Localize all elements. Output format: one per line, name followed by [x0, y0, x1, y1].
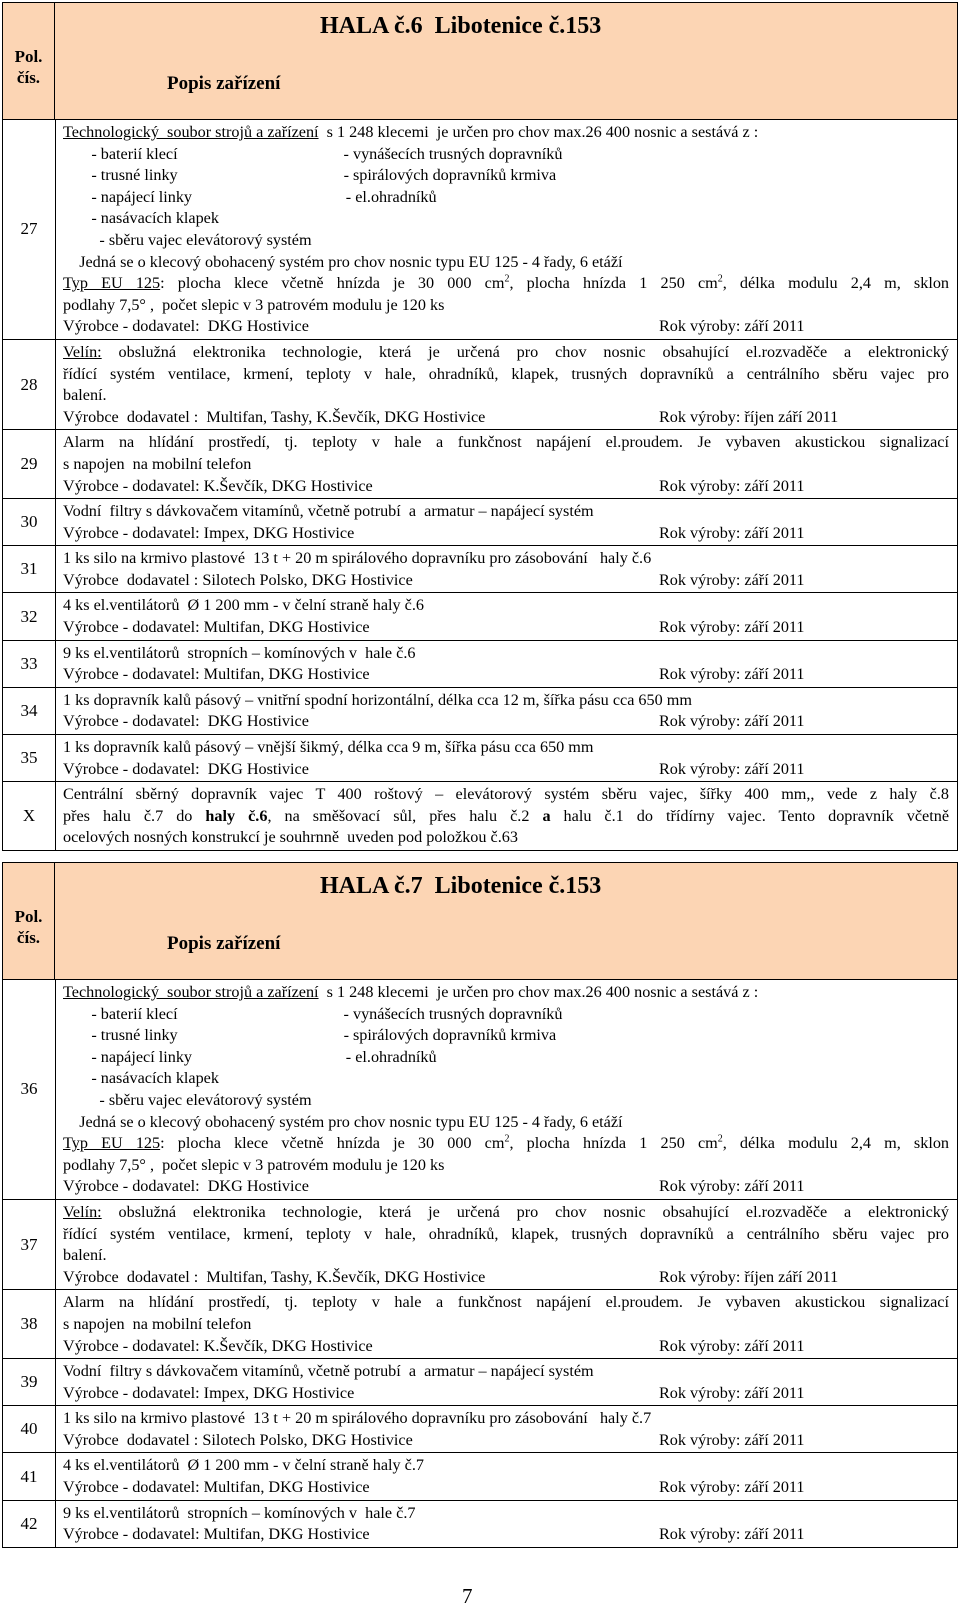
- table-row: [3, 735, 957, 782]
- row-number: 32: [3, 593, 56, 639]
- row-number: 39: [3, 1359, 56, 1405]
- row-number: 31: [3, 546, 56, 592]
- table-row: [3, 1200, 957, 1290]
- table-row: [3, 980, 957, 1200]
- row-number: 41: [3, 1453, 56, 1499]
- row-number: 40: [3, 1406, 56, 1452]
- col-popis-header: Popis zařízení: [167, 73, 281, 94]
- row-number: 38: [3, 1290, 56, 1358]
- row-number: 35: [3, 735, 56, 781]
- row-description: Centrální sběrný dopravník vajec T 400 roštový – elevátorový systém sběru vajec, šířky 400 mm,, vede z haly č.8 přes halu č.7 do haly č.6, na směšovací sůl, přes halu č.2 a halu č.1 do třídírny vajec. Tento dopravník včetně ocelových nosných konstrukcí je souhrnně uveden pod položkou č.63: [63, 785, 949, 847]
- row-description: Alarm na hlídání prostředí, tj. teploty v hale a funkčnost napájení el.proudem. Je vybaven akustickou signalizací s napojen na mobilní telefon Výrobce - dodavatel: K.Ševčík, DKG Hostivice Rok výroby: září 2011: [63, 1293, 949, 1355]
- row-number: 34: [3, 688, 56, 734]
- row-number: 28: [3, 340, 56, 429]
- table-row: [3, 1359, 957, 1406]
- hala6-table: [2, 2, 958, 851]
- col-popis-header: Popis zařízení: [167, 933, 281, 954]
- row-number: 29: [3, 430, 56, 498]
- row-description: 4 ks el.ventilátorů Ø 1 200 mm - v čelní straně haly č.6 Výrobce - dodavatel: Multifan, DKG Hostivice Rok výroby: září 2011: [63, 596, 805, 637]
- row-number: 37: [3, 1200, 56, 1289]
- table-row: [3, 499, 957, 546]
- row-description: 9 ks el.ventilátorů stropních – komínových v hale č.7 Výrobce - dodavatel: Multifan, DKG Hostivice Rok výroby: září 2011: [63, 1503, 805, 1544]
- table-row: [3, 1501, 957, 1547]
- row-description: Velín: obslužná elektronika technologie, která je určená pro chov nosnic obsahující el.rozvaděče a elektronický řídící systém ventilace, krmení, teploty v hale, ohradníků, klapek, trusných dopravníků a centrálního sběru vajec pro balení. Výrobce dodavatel : Multifan, Tashy, K.Ševčík, DKG Hostivice Rok výroby: říjen září 2011: [63, 342, 949, 426]
- table-row: [3, 1406, 957, 1453]
- row-number: 30: [3, 499, 56, 545]
- row-description: Technologický soubor strojů a zařízení s 1 248 klecemi je určen pro chov max.26 400 nosnic a sestává z : - baterií klecí - vynášecích trusných dopravníků - trusné linky - spirálových dopravníků krmiva - napájecí linky - el.ohradníků - nasávacích klapek - sběru vajec elevátorový systém Jedná se o klecový obohacený systém pro chov nosnic typu EU 125 - 4 řady, 6 etáží Typ EU 125: plocha klece včetně hnízda je 30 000 $cm^2$, plocha hnízda 1 250 $cm^2$, délka modulu 2,4 m, sklon podlahy 7,5° , počet slepic v 3 patrovém modulu je 120 ks Výrobce - dodavatel: DKG Hostivice Rok výroby: září 2011: [63, 123, 949, 336]
- table-header: [3, 863, 957, 980]
- hala6-title: HALA č.6 Libotenice č.153: [320, 13, 602, 39]
- table-row: [3, 641, 957, 688]
- table-row: [3, 120, 957, 340]
- row-description: Technologický soubor strojů a zařízení s 1 248 klecemi je určen pro chov max.26 400 nosnic a sestává z : - baterií klecí - vynášecích trusných dopravníků - trusné linky - spirálových dopravníků krmiva - napájecí linky - el.ohradníků - nasávacích klapek - sběru vajec elevátorový systém Jedná se o klecový obohacený systém pro chov nosnic typu EU 125 - 4 řady, 6 etáží Typ EU 125: plocha klece včetně hnízda je 30 000 $cm^2$, plocha hnízda 1 250 $cm^2$, délka modulu 2,4 m, sklon podlahy 7,5° , počet slepic v 3 patrovém modulu je 120 ks Výrobce - dodavatel: DKG Hostivice Rok výroby: září 2011: [63, 983, 949, 1196]
- row-number: 27: [3, 120, 56, 339]
- row-number: 36: [3, 980, 56, 1199]
- row-description: 1 ks dopravník kalů pásový – vnější šikmý, délka cca 9 m, šířka pásu cca 650 mm Výrobce - dodavatel: DKG Hostivice Rok výroby: září 2011: [63, 738, 805, 778]
- table-row: [3, 1290, 957, 1359]
- row-number: 33: [3, 641, 56, 687]
- page-number: 7: [462, 1584, 473, 1608]
- table-row: [3, 1453, 957, 1500]
- row-description: Vodní filtry s dávkovačem vitamínů, včetně potrubí a armatur – napájecí systém Výrobce - dodavatel: Impex, DKG Hostivice Rok výroby: září 2011: [63, 1362, 805, 1402]
- row-description: 4 ks el.ventilátorů Ø 1 200 mm - v čelní straně haly č.7 Výrobce - dodavatel: Multifan, DKG Hostivice Rok výroby: září 2011: [63, 1456, 805, 1497]
- col-pol-header: Pol. čís.: [3, 3, 55, 119]
- row-description: Vodní filtry s dávkovačem vitamínů, včetně potrubí a armatur – napájecí systém Výrobce - dodavatel: Impex, DKG Hostivice Rok výroby: září 2011: [63, 502, 805, 542]
- table-row: [3, 688, 957, 735]
- table-row: [3, 430, 957, 499]
- row-description: Alarm na hlídání prostředí, tj. teploty v hale a funkčnost napájení el.proudem. Je vybaven akustickou signalizací s napojen na mobilní telefon Výrobce - dodavatel: K.Ševčík, DKG Hostivice Rok výroby: září 2011: [63, 433, 949, 495]
- row-number: 42: [3, 1501, 56, 1547]
- col-pol-header: Pol. čís.: [3, 863, 55, 979]
- table-row: [3, 546, 957, 593]
- hala7-table: [2, 862, 958, 1548]
- row-description: 1 ks silo na krmivo plastové 13 t + 20 m spirálového dopravníku pro zásobování haly č.6 Výrobce dodavatel : Silotech Polsko, DKG Hostivice Rok výroby: září 2011: [63, 549, 805, 589]
- row-number: X: [3, 782, 56, 850]
- table-row: [3, 782, 957, 850]
- table-row: [3, 593, 957, 640]
- row-description: 1 ks dopravník kalů pásový – vnitřní spodní horizontální, délka cca 12 m, šířka pásu cca 650 mm Výrobce - dodavatel: DKG Hostivice Rok výroby: září 2011: [63, 690, 805, 731]
- row-description: 1 ks silo na krmivo plastové 13 t + 20 m spirálového dopravníku pro zásobování haly č.7 Výrobce dodavatel : Silotech Polsko, DKG Hostivice Rok výroby: září 2011: [63, 1409, 805, 1449]
- table-header: [3, 3, 957, 120]
- row-description: 9 ks el.ventilátorů stropních – komínových v hale č.6 Výrobce - dodavatel: Multifan, DKG Hostivice Rok výroby: září 2011: [63, 643, 805, 684]
- table-row: [3, 340, 957, 430]
- row-description: Velín: obslužná elektronika technologie, která je určená pro chov nosnic obsahující el.rozvaděče a elektronický řídící systém ventilace, krmení, teploty v hale, ohradníků, klapek, trusných dopravníků a centrálního sběru vajec pro balení. Výrobce dodavatel : Multifan, Tashy, K.Ševčík, DKG Hostivice Rok výroby: říjen září 2011: [63, 1202, 949, 1286]
- hala7-title: HALA č.7 Libotenice č.153: [320, 873, 602, 899]
